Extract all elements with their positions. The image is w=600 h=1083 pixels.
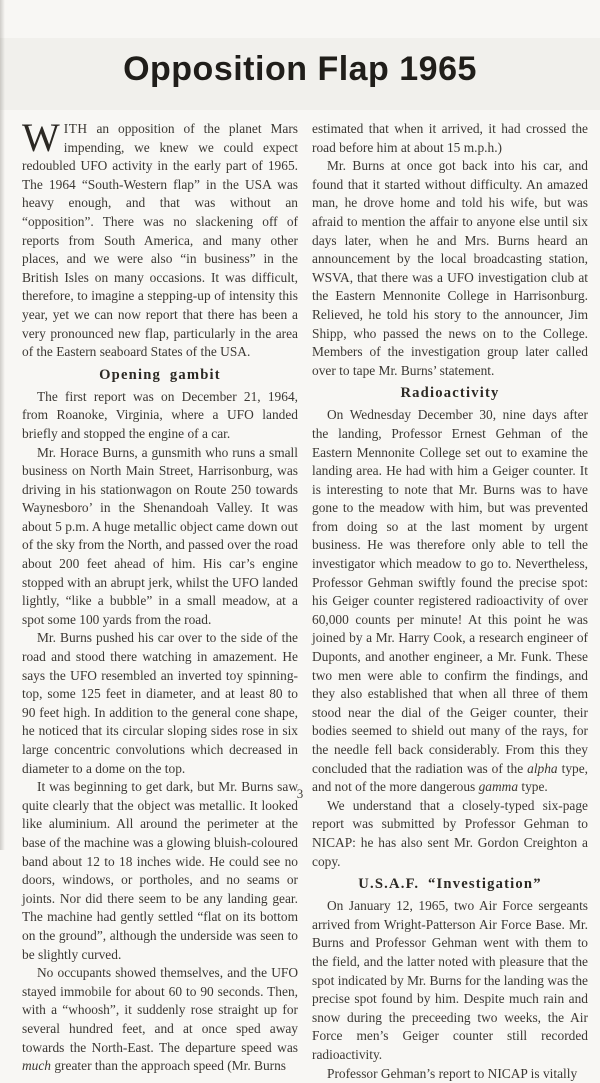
left-column — [22, 120, 298, 1083]
paragraph: Mr. Horace Burns, a gunsmith who runs a small business on North Main Street, Harrisonburg, was driving in his stationwagon on Route 250 towards Waynesboro’ in the Shenandoah Valley. It was about 5 p.m. A huge metallic object came down out of the sky from the North, and passed over the road about 200 feet ahead of him. His car’s engine stopped with an abrupt jerk, whilst the UFO landed lightly, “like a bubble” in a small meadow, at a spot some 100 yards from the road. — [22, 444, 298, 630]
paragraph-intro — [22, 120, 298, 362]
paragraph: We understand that a closely-typed six-page report was submitted by Professor Gehman to NICAP: he has also sent Mr. Gordon Creighton a copy. — [312, 797, 588, 871]
paragraph: On January 12, 1965, two Air Force sergeants arrived from Wright-Patterson Air Force Base. Mr. Burns and Professor Gehman went with them to the field, and the latter noted with pleasure that the spot indicated by Mr. Burns for the landing was the precise spot found by him. Despite much rain and snow during the preceeding two weeks, the Air Force men’s Geiger counter still recorded radioactivity. — [312, 897, 588, 1064]
paragraph: Mr. Burns at once got back into his car, and found that it started without difficulty. An amazed man, he drove home and told his wife, but was afraid to mention the affair to anyone else until six days later, when he and Mrs. Burns heard an announcement by the local broadcasting station, WSVA, that there was a UFO investigation club at the Eastern Mennonite College in Harrisonburg. Relieved, he told his story to the announcer, Jim Shipp, who passed the news on to the College. Members of the investigation group later called over to tape Mr. Burns’ statement. — [312, 157, 588, 380]
paragraph: The first report was on December 21, 1964, from Roanoke, Virginia, where a UFO landed briefly and stopped the engine of a car. — [22, 388, 298, 444]
article-body — [0, 88, 600, 1083]
paragraph-continuation: estimated that when it arrived, it had crossed the road before him at about 15 m.p.h.) — [312, 120, 588, 157]
intro-text: an opposition of the planet Mars impending, we knew we could expect redoubled UFO activity in the early part of 1965. The 1964 “South-Western flap” in the USA was heavy enough, and that was without an “opposition”. There was no slackening off of reports from South America, and many other places, and we were also “in business” in the British Isles on many occasions. It was difficult, therefore, to imagine a stepping-up of intensity this year, yet we can now report that there has been a very pronounced new flap, particularly in the area of the Eastern seaboard States of the USA. — [22, 121, 298, 359]
paragraph: It was beginning to get dark, but Mr. Burns saw quite clearly that the object was metallic. It looked like aluminium. All around the perimeter at the base of the machine was a glowing bluish-coloured band about 12 to 18 inches wide. He could see no doors, windows, or portholes, and no seams or joints. Nor did there seem to be any landing gear. The machine had gently settled “flat on its bottom on the ground”, although the underside was seen to be slightly curved. — [22, 778, 298, 964]
page-title: Opposition Flap 1965 — [0, 0, 600, 88]
paragraph: On Wednesday December 30, nine days after the landing, Professor Ernest Gehman of the Eastern Mennonite College set out to examine the landing area. He had with him a Geiger counter. It is interesting to note that Mr. Burns was to have gone to the meadow with him, but was prevented from doing so at the last moment by urgent business. He was therefore only able to tell the investigator which meadow to go to. Nevertheless, Professor Gehman swiftly found the precise spot: his Geiger counter registered radioactivity of over 60,000 counts per minute! At this point he was joined by a Mr. Harry Cook, a research engineer of Duponts, and another engineer, a Mr. Funk. These two men were able to confirm the findings, and they also established that when all three of them stood near the dial of the Geiger counter, their bodies seemed to shield out many of the rays, for the needle fell back considerably. From this they concluded that the radiation was of the alpha type, and not of the more dangerous gamma type. — [312, 406, 588, 796]
dropcap-w: W — [22, 120, 64, 153]
right-column — [312, 120, 588, 1083]
section-heading-opening-gambit: Opening gambit — [22, 367, 298, 384]
section-heading-radioactivity: Radioactivity — [312, 385, 588, 402]
paragraph: Professor Gehman’s report to NICAP is vitally — [312, 1065, 588, 1083]
intro-lead-caps: ITH — [64, 121, 88, 136]
paragraph: No occupants showed themselves, and the UFO stayed immobile for about 60 to 90 seconds. Then, with a “whoosh”, it suddenly rose straight up for several hundred feet, and at once sped away towards the North-East. The departure speed was much greater than the approach speed (Mr. Burns — [22, 964, 298, 1076]
paragraph: Mr. Burns pushed his car over to the side of the road and stood there watching in amazement. He says the UFO resembled an inverted toy spinning-top, some 125 feet in diameter, and at least 80 to 90 feet high. In addition to the general cone shape, he noticed that its circular sloping sides rose in six large concentric convolutions which decreased in diameter to a dome on the top. — [22, 629, 298, 778]
page-number: 3 — [0, 786, 600, 802]
section-heading-usaf-investigation: U.S.A.F. “Investigation” — [312, 876, 588, 893]
